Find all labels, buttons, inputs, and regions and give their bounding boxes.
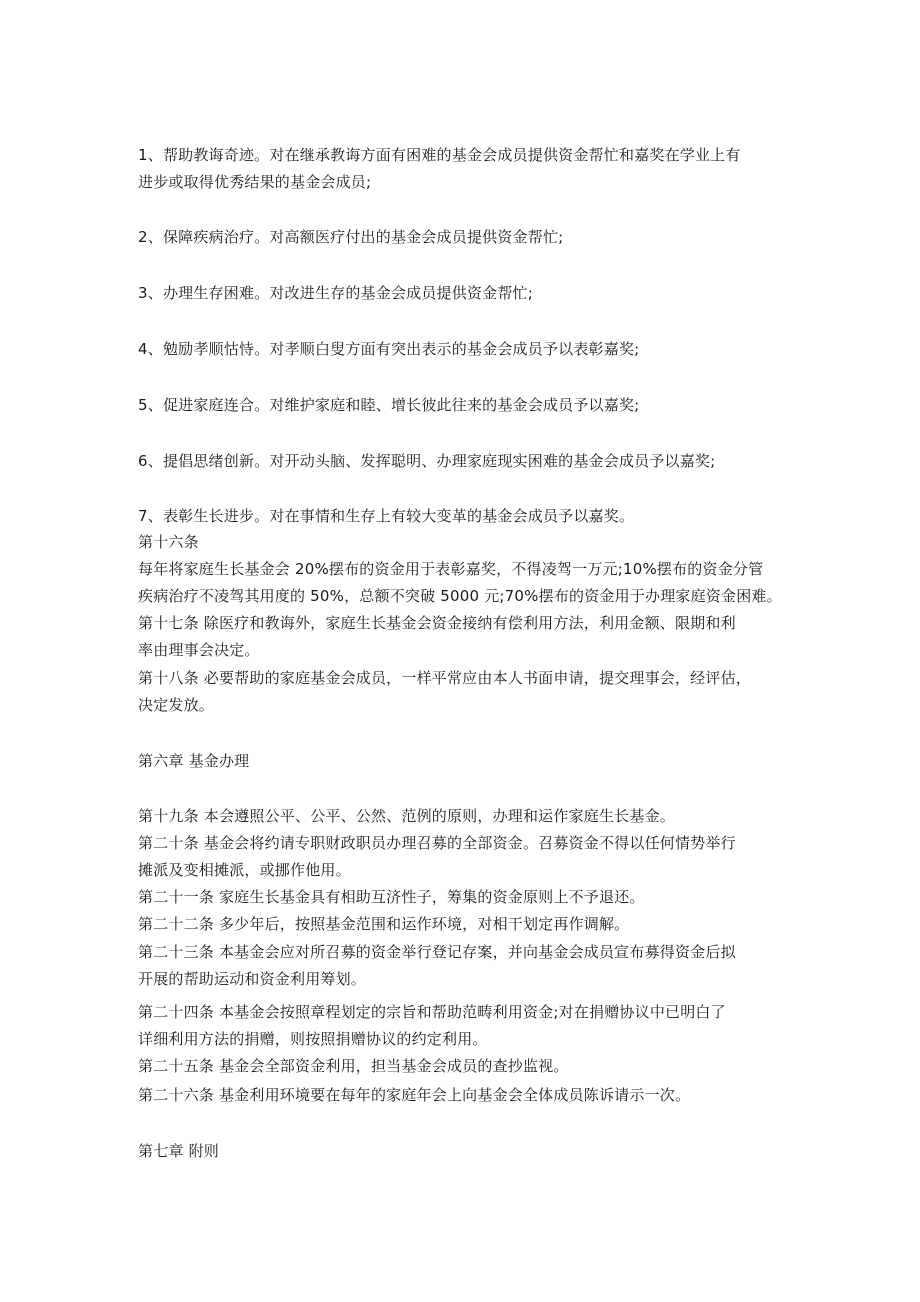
article-26: 第二十六条 基金利用环境要在每年的家庭年会上向基金会全体成员陈诉请示一次。 (138, 1086, 691, 1104)
article-16-line-1: 每年将家庭生长基金会 20%摆布的资金用于表彰嘉奖，不得凌驾一万元;10%摆布的资金分管 (138, 560, 764, 578)
list-item-2: 2、保障疾病治疗。对高额医疗付出的基金会成员提供资金帮忙; (138, 228, 564, 246)
chapter-6-heading: 第六章 基金办理 (138, 752, 250, 770)
article-20-line-2: 摊派及变相摊派，或挪作他用。 (138, 861, 351, 879)
list-item-5: 5、促进家庭连合。对维护家庭和睦、增长彼此往来的基金会成员予以嘉奖; (138, 396, 640, 414)
list-item-1-line-2: 进步或取得优秀结果的基金会成员; (138, 173, 372, 191)
article-18-line-1: 第十八条 必要帮助的家庭基金会成员，一样平常应由本人书面申请，提交理事会，经评估， (138, 669, 751, 687)
list-item-7: 7、表彰生长进步。对在事情和生存上有较大变革的基金会成员予以嘉奖。 (138, 507, 635, 525)
article-17-line-2: 率由理事会决定。 (138, 641, 260, 659)
list-item-1-line-1: 1、帮助教诲奇迹。对在继承教诲方面有困难的基金会成员提供资金帮忙和嘉奖在学业上有 (138, 146, 741, 164)
article-16-heading: 第十六条 (138, 533, 199, 551)
article-22: 第二十二条 多少年后，按照基金范围和运作环境，对相干划定再作调解。 (138, 915, 630, 933)
list-item-3: 3、办理生存困难。对改进生存的基金会成员提供资金帮忙; (138, 284, 533, 302)
article-18-line-2: 决定发放。 (138, 696, 215, 714)
article-21: 第二十一条 家庭生长基金具有相助互济性子，筹集的资金原则上不予退还。 (138, 888, 645, 906)
article-20-line-1: 第二十条 基金会将约请专职财政职员办理召募的全部资金。召募资金不得以任何情势举行 (138, 834, 736, 852)
article-23-line-1: 第二十三条 本基金会应对所召募的资金举行登记存案，并向基金会成员宣布募得资金后拟 (138, 943, 736, 961)
article-17-line-1: 第十七条 除医疗和教诲外，家庭生长基金会资金接纳有偿利用方法，利用金额、限期和利 (138, 614, 736, 632)
article-25: 第二十五条 基金会全部资金利用，担当基金会成员的查抄监视。 (138, 1057, 569, 1075)
article-16-line-2: 疾病治疗不凌驾其用度的 50%，总额不突破 5000 元;70%摆布的资金用于办理家庭资金困难。 (138, 587, 782, 605)
article-23-line-2: 开展的帮助运动和资金利用筹划。 (138, 970, 367, 988)
chapter-7-heading: 第七章 附则 (138, 1142, 219, 1160)
article-24-line-2: 详细利用方法的捐赠，则按照捐赠协议的约定利用。 (138, 1030, 488, 1048)
list-item-4: 4、勉励孝顺怙恃。对孝顺白叟方面有突出表示的基金会成员予以表彰嘉奖; (138, 340, 640, 358)
article-19: 第十九条 本会遵照公平、公平、公然、范例的原则，办理和运作家庭生长基金。 (138, 807, 675, 825)
article-24-line-1: 第二十四条 本基金会按照章程划定的宗旨和帮助范畴利用资金;对在捐赠协议中已明白了 (138, 1003, 726, 1021)
list-item-6: 6、提倡思绪创新。对开动头脑、发挥聪明、办理家庭现实困难的基金会成员予以嘉奖; (138, 452, 716, 470)
